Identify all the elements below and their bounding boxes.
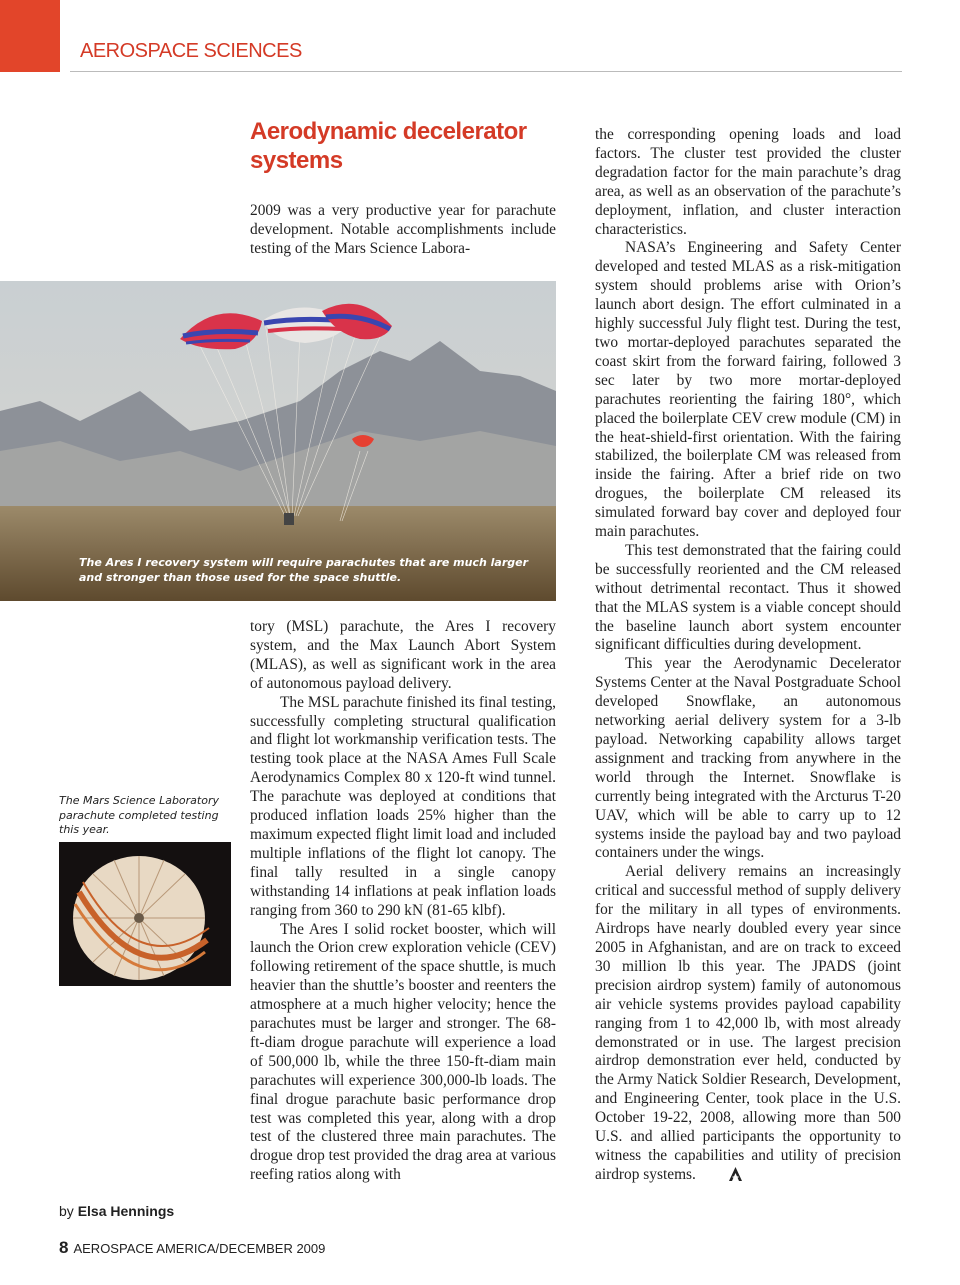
- paragraph: 2009 was a very productive year for parachute development. Notable accomplishments include testing of the Mars Science Labora-: [250, 202, 556, 257]
- section-color-tab: [0, 0, 60, 72]
- paragraph: the corresponding opening loads and load factors. The cluster test provided the cluster degradation factor for the main parachute’s drag area, as well as an observation of the parachute’s deployment, inflation, and cluster interaction characteristics.: [595, 126, 901, 238]
- paragraph-last: [595, 863, 901, 1186]
- column-2: [595, 126, 901, 1187]
- header-rule: [70, 71, 902, 72]
- author-name: Elsa Hennings: [77, 1203, 175, 1219]
- ares-recovery-photo: [0, 281, 556, 601]
- page-footer: [59, 1238, 325, 1258]
- publication-line: AEROSPACE AMERICA/DECEMBER 2009: [73, 1241, 326, 1256]
- byline-prefix: by: [59, 1203, 78, 1219]
- paragraph: This year the Aerodynamic Decelerator Systems Center at the Naval Postgraduate School developed Snowflake, an autonomous networking aerial delivery system for a 3-lb payload. Networking capability allows target assignment and tracking from anywhere in the world through the Internet. Snowflake is currently being integrated with the Arcturus T-20 UAV, which will be able to carry up to 12 systems inside the payload bay and two payload containers under the wings.: [595, 655, 901, 862]
- page-number: 8: [59, 1238, 69, 1257]
- section-header: AEROSPACE SCIENCES: [80, 40, 302, 62]
- side-photo-caption: The Mars Science Laboratory parachute completed testing this year.: [59, 794, 219, 836]
- column-1-top: [250, 202, 556, 259]
- paragraph: The Ares I solid rocket booster, which will launch the Orion crew exploration vehicle (CEV) following retirement of the space shuttle, is much heavier than the shuttle’s booster and reenters the atmosphere at a much higher velocity; hence the parachutes must be larger and stronger. The 68-ft-diam drogue parachute will experience a load of 500,000 lb, while the three 150-ft-diam main parachutes will experience 300,000-lb loads. The final drogue parachute basic performance drop test was completed this year, along with a drop test of the clustered three main parachutes. The drogue drop test provided the drag area at various reefing ratios along with: [250, 920, 556, 1184]
- paragraph: The MSL parachute finished its final testing, successfully completing structural qualification and flight lot workmanship verification tests. The testing took place at the NASA Ames Full Scale Aerodynamics Complex 80 x 120-ft wind tunnel. The parachute was deployed at conditions that produced inflation loads 25% higher than the maximum expected flight limit load and included multiple inflations of the flight lot canopy. The final tally resulted in a single canopy withstanding 14 inflations at peak inflation loads ranging from 360 to 290 kN (81-65 klbf).: [250, 693, 556, 919]
- article-title: Aerodynamic decelerator systems: [250, 118, 527, 174]
- paragraph: This test demonstrated that the fairing could be successfully reoriented and the CM released without detrimental recontact. Thus it showed that the MLAS system is a viable concept should the baseline launch abort system encounter significant difficulties during development.: [595, 541, 901, 654]
- main-photo-caption: The Ares I recovery system will require parachutes that are much larger and stronger than those used for the space shuttle.: [79, 556, 529, 584]
- aiaa-end-mark-icon: [699, 1167, 742, 1187]
- paragraph: NASA’s Engineering and Safety Center developed and tested MLAS as a risk-mitigation system should problems arise with Orion’s launch abort design. The effort culminated in a highly successful July flight test. During the test, two mortar-deployed parachutes separated the coast skirt from the forward fairing, followed 3 sec later by two more mortar-deployed parachutes reorienting the fairing 180°, which placed the boilerplate CEV crew module (CM) in the heat-shield-first orientation. With the fairing stabilized, the boilerplate CM was released from inside the fairing. After a brief ride on two drogues, the boilerplate CM released its simulated forward bay cover and deployed four main parachutes.: [595, 239, 901, 541]
- paragraph: tory (MSL) parachute, the Ares I recovery system, and the Max Launch Abort System (MLAS), as well as significant work in the area of autonomous payload delivery.: [250, 618, 556, 692]
- byline: [59, 1203, 174, 1219]
- msl-parachute-photo: [59, 842, 231, 986]
- column-1-bottom: [250, 618, 556, 1185]
- paragraph-text: Aerial delivery remains an increasingly critical and successful method of supply delivery for the military in all types of environments. Airdrops have nearly doubled every year since 2005 in Afghanistan, and are on track to exceed 30 million lb this year. The JPADS (joint precision airdrop system) family of autonomous air vehicle systems provides payload capability ranging from 1 to 42,000 lb, with most already demonstrated or in use. The largest precision airdrop demonstration ever held, conducted by the Army Natick Soldier Research, Development, and Engineering Center, took place in the U.S. October 19-22, 2008, allowing more than 500 U.S. and allied participants the opportunity to witness the capabilities and utility of precision airdrop systems.: [595, 863, 901, 1183]
